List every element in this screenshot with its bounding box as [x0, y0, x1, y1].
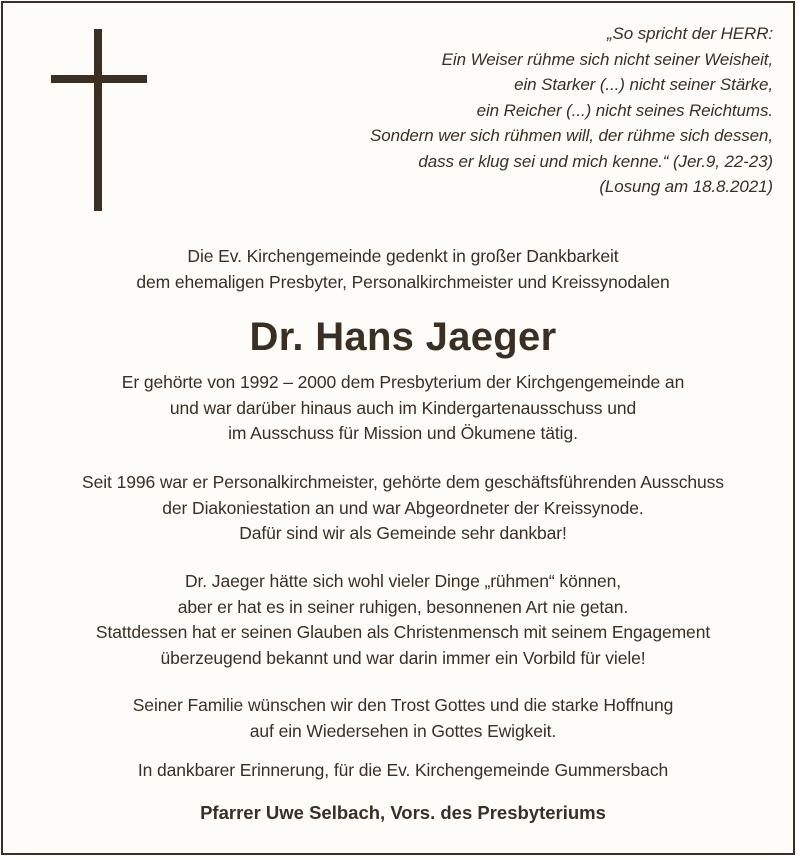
bible-verse	[213, 21, 773, 200]
paragraph-presbyterium	[3, 370, 800, 447]
paragraph-remembrance	[3, 758, 800, 784]
paragraph-line: Dafür sind wir als Gemeinde sehr dankbar!	[239, 523, 567, 543]
verse-line: „So spricht der HERR:	[606, 24, 773, 43]
paragraph-line: aber er hat es in seiner ruhigen, besonnenen Art nie getan.	[177, 596, 629, 617]
paragraph-character	[3, 569, 800, 671]
paragraph-kirchmeister	[3, 470, 800, 547]
obituary-frame	[1, 1, 795, 855]
cross-vertical-bar	[94, 29, 102, 211]
paragraph-line: der Diakoniestation an und war Abgeordneter der Kreissynode.	[162, 497, 644, 518]
intro-line: Die Ev. Kirchengemeinde gedenkt in großer Dankbarkeit	[187, 246, 619, 266]
paragraph-line: überzeugend bekannt und war darin immer ein Vorbild für viele!	[160, 647, 646, 668]
verse-line: dass er klug sei und mich kenne.“ (Jer.9, 22-23)	[418, 151, 773, 171]
paragraph-line: Stattdessen hat er seinen Glauben als Christenmensch mit seinem Engagement	[95, 622, 711, 642]
verse-line: ein Reicher (...) nicht seines Reichtums.	[476, 100, 773, 120]
verse-line: Sondern wer sich rühmen will, der rühme sich dessen,	[370, 126, 773, 145]
paragraph-line: In dankbarer Erinnerung, für die Ev. Kirchengemeinde Gummersbach	[137, 760, 669, 780]
paragraph-line: auf ein Wiedersehen in Gottes Ewigkeit.	[249, 720, 557, 741]
paragraph-line: Dr. Jaeger hätte sich wohl vieler Dinge „rühmen“ können,	[184, 571, 621, 591]
verse-line: ein Starker (...) nicht seiner Stärke,	[514, 75, 773, 94]
signature: Pfarrer Uwe Selbach, Vors. des Presbyteriums	[200, 802, 606, 823]
intro-text	[3, 244, 800, 295]
paragraph-condolence	[3, 693, 800, 744]
cross-horizontal-bar	[51, 75, 147, 83]
paragraph-line: Seiner Familie wünschen wir den Trost Gottes und die starke Hoffnung	[132, 695, 674, 715]
paragraph-line: und war darüber hinaus auch im Kindergartenausschuss und	[169, 397, 637, 418]
intro-line: dem ehemaligen Presbyter, Personalkirchmeister und Kreissynodalen	[136, 271, 670, 292]
verse-line: Ein Weiser rühme sich nicht seiner Weisheit,	[441, 49, 773, 69]
paragraph-line: Seit 1996 war er Personalkirchmeister, gehörte dem geschäftsführenden Ausschuss	[82, 472, 724, 492]
cross-icon	[51, 29, 147, 211]
paragraph-line: im Ausschuss für Mission und Ökumene tätig.	[228, 423, 578, 443]
deceased-name: Dr. Hans Jaeger	[249, 315, 557, 359]
paragraph-line: Er gehörte von 1992 – 2000 dem Presbyterium der Kirchgengemeinde an	[121, 372, 685, 392]
verse-source: (Losung am 18.8.2021)	[599, 177, 773, 196]
